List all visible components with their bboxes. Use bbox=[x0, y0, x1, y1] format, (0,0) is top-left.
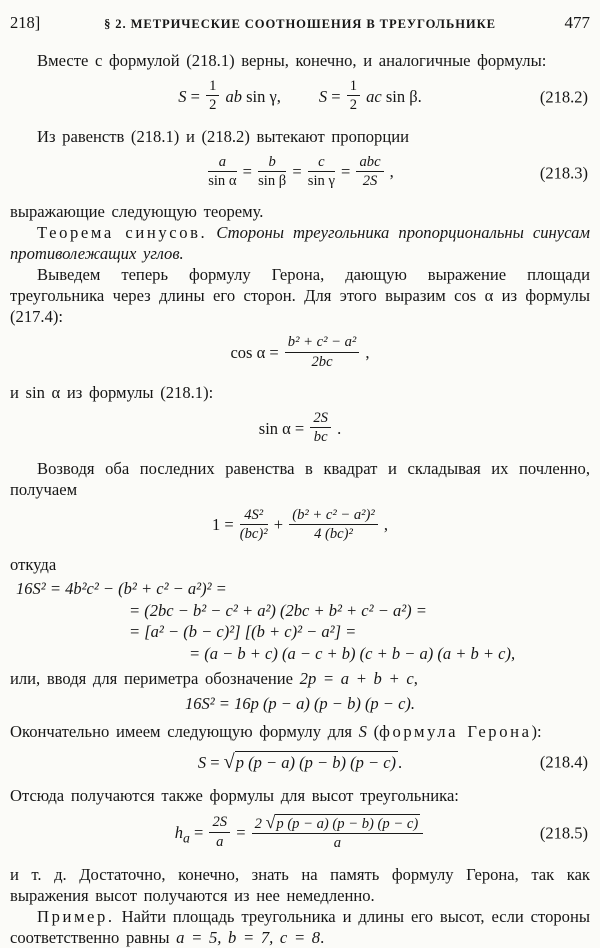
equation-218-4 bbox=[10, 751, 590, 774]
derivation-line: 16S² = 4b²c² − (b² + c² − a²)² = bbox=[16, 579, 227, 599]
radical-expression: p (p − a) (p − b) (p − c) bbox=[276, 815, 419, 832]
fraction bbox=[285, 334, 360, 370]
inline-math: 2p = a + b + c bbox=[299, 669, 414, 689]
text: ): bbox=[531, 722, 542, 742]
math-text: ac bbox=[362, 86, 386, 106]
chapter-title: § 2. МЕТРИЧЕСКИЕ СООТНОШЕНИЯ В ТРЕУГОЛЬНИКЕ bbox=[104, 17, 496, 31]
radical-expression: p (p − a) (p − b) (p − c) bbox=[235, 753, 397, 773]
fraction-numerator: 2S bbox=[310, 410, 331, 428]
fraction-numerator: 4S² bbox=[240, 507, 268, 525]
paragraph: Выведем теперь формулу Герона, дающую выражение площади треугольника через длины его сторон. Для этого выразим cos α из формулы (217.4): bbox=[10, 265, 590, 327]
page-header bbox=[10, 13, 590, 33]
fraction bbox=[209, 814, 230, 850]
fraction bbox=[206, 78, 219, 114]
paragraph: и т. д. Достаточно, конечно, знать на память формулу Герона, так как выражения высот получаются из нее немедленно. bbox=[10, 864, 590, 905]
fraction-denominator: 4 (bc)² bbox=[314, 526, 353, 543]
fraction-denominator: a bbox=[333, 835, 342, 852]
fraction-denominator: 2 bbox=[349, 97, 358, 114]
text: ( bbox=[366, 722, 380, 742]
fraction-denominator: 2 bbox=[209, 97, 217, 114]
math-text: = bbox=[189, 822, 208, 842]
math-text: 1 = bbox=[211, 515, 238, 535]
equation-derivation bbox=[10, 578, 590, 664]
fraction-numerator: 1 bbox=[347, 78, 360, 96]
equation-number: (218.3) bbox=[539, 163, 588, 183]
fraction-numerator: (b² + c² − a²)² bbox=[289, 507, 378, 525]
fraction-denominator: bc bbox=[313, 429, 328, 446]
math-text: = bbox=[238, 162, 257, 182]
paragraph bbox=[10, 668, 590, 689]
math-text: S bbox=[178, 86, 187, 106]
emphasized-text: формула Герона bbox=[379, 722, 532, 742]
equation-body bbox=[211, 506, 389, 543]
inline-math: a = 5, b = 7, c = 8 bbox=[176, 927, 321, 947]
math-text: = bbox=[232, 822, 250, 842]
math-text: = bbox=[186, 86, 205, 106]
paragraph: откуда bbox=[10, 555, 57, 575]
equation-body bbox=[206, 153, 394, 190]
page-number: 477 bbox=[564, 13, 590, 32]
equation-sin bbox=[10, 412, 590, 448]
radical-sign: √ bbox=[223, 751, 235, 774]
equation-number: (218.5) bbox=[539, 823, 588, 843]
math-text: + bbox=[269, 515, 288, 535]
derivation-line: = [a² − (b − c)²] [(b + c)² − a²] = bbox=[129, 622, 357, 642]
fraction-numerator: b bbox=[258, 154, 286, 172]
fraction-denominator: 2S bbox=[362, 173, 378, 190]
equation-body bbox=[258, 410, 342, 446]
fraction bbox=[356, 154, 383, 190]
text: Окончательно имеем следующую формулу для bbox=[10, 722, 359, 742]
equation-body: 16S² = 16p (p − a) (p − b) (p − c). bbox=[184, 694, 416, 714]
fraction-denominator: a bbox=[216, 833, 224, 850]
math-text: 2 bbox=[254, 815, 266, 832]
fraction-denominator: sin α bbox=[208, 173, 237, 190]
equation-number: (218.2) bbox=[539, 87, 588, 107]
fraction bbox=[310, 410, 331, 446]
math-text: = bbox=[288, 162, 306, 182]
math-text: , bbox=[361, 343, 370, 362]
text: . bbox=[320, 927, 325, 947]
fraction-denominator: sin β bbox=[258, 173, 287, 190]
text: , bbox=[413, 669, 418, 689]
math-text: ab bbox=[221, 86, 247, 106]
math-text: S bbox=[318, 86, 328, 106]
fraction-numerator: a bbox=[208, 154, 236, 172]
equation-218-2 bbox=[10, 80, 590, 116]
fraction bbox=[308, 154, 335, 190]
paragraph: и sin α из формулы (218.1): bbox=[10, 383, 214, 403]
fraction-numerator: c bbox=[308, 154, 335, 172]
fraction-numerator: 2S bbox=[209, 814, 230, 832]
fraction-numerator: b² + c² − a² bbox=[285, 334, 360, 352]
derivation-line: = (a − b + c) (a − c + b) (c + b − a) (a + b + c), bbox=[189, 643, 516, 663]
fraction-with-radical bbox=[252, 813, 424, 852]
paragraph: Из равенств (218.1) и (218.2) вытекают пропорции bbox=[37, 126, 409, 146]
fraction-denominator: sin γ bbox=[307, 173, 335, 190]
equation-16s2 bbox=[10, 695, 590, 714]
math-text: = bbox=[206, 753, 224, 773]
fraction bbox=[347, 78, 360, 114]
radical-sign: √ bbox=[265, 811, 276, 832]
equation-218-5 bbox=[10, 811, 590, 854]
text: или, вводя для периметра обозначение bbox=[10, 669, 300, 689]
paragraph-intro: Вместе с формулой (218.1) верны, конечно, и аналогичные формулы: bbox=[37, 51, 547, 70]
fraction bbox=[240, 507, 268, 543]
math-text: = bbox=[327, 86, 345, 106]
math-text: sin γ, bbox=[246, 86, 281, 106]
equation-218-3 bbox=[10, 153, 590, 192]
equation-body bbox=[198, 753, 402, 772]
theorem-statement: Стороны треугольника пропорциональны синусам противолежащих углов. bbox=[10, 223, 590, 264]
paragraph: Отсюда получаются также формулы для высот треугольника: bbox=[10, 785, 459, 805]
math-subscript: a bbox=[183, 830, 190, 846]
theorem-title: Теорема синусов. bbox=[37, 223, 208, 243]
math-text: . bbox=[332, 418, 342, 438]
inline-math: S bbox=[358, 722, 367, 742]
fraction bbox=[208, 154, 236, 190]
equation-identity bbox=[10, 506, 590, 545]
math-text: cos α = bbox=[230, 343, 283, 362]
math-text: sin β. bbox=[385, 86, 422, 106]
fraction-numerator: abc bbox=[356, 154, 383, 172]
math-text: S bbox=[197, 753, 207, 773]
fraction-denominator: 2bc bbox=[311, 353, 333, 370]
equation-body bbox=[178, 78, 422, 114]
paragraph: Возводя оба последних равенства в квадрат и складывая их почленно, получаем bbox=[10, 458, 590, 499]
math-text: , bbox=[379, 515, 389, 535]
paragraph: выражающие следующую теорему. bbox=[10, 202, 264, 222]
paragraph-example bbox=[10, 906, 590, 948]
fraction bbox=[258, 154, 286, 190]
fraction-denominator: (bc)² bbox=[239, 526, 268, 543]
math-text: h bbox=[174, 822, 184, 842]
math-text: = bbox=[336, 162, 355, 182]
fraction-numerator: 1 bbox=[206, 78, 219, 96]
example-label: Пример. bbox=[37, 906, 115, 926]
derivation-line: = (2bc − b² − c² + a²) (2bc + b² + c² − a²) = bbox=[129, 600, 427, 620]
equation-number: (218.4) bbox=[539, 752, 588, 772]
text: Найти площадь треугольника и длины его высот, если стороны соответственно равны bbox=[10, 906, 590, 947]
paragraph bbox=[10, 721, 590, 742]
equation-body bbox=[230, 334, 370, 370]
fraction-numerator bbox=[252, 813, 424, 835]
equation-body bbox=[174, 811, 425, 852]
paragraph-theorem bbox=[10, 222, 590, 264]
equation-cos bbox=[10, 336, 590, 372]
math-text: , bbox=[385, 162, 394, 182]
math-text: . bbox=[398, 753, 403, 773]
math-text: sin α = bbox=[258, 418, 309, 438]
section-number: 218] bbox=[10, 13, 41, 32]
fraction bbox=[289, 507, 378, 543]
